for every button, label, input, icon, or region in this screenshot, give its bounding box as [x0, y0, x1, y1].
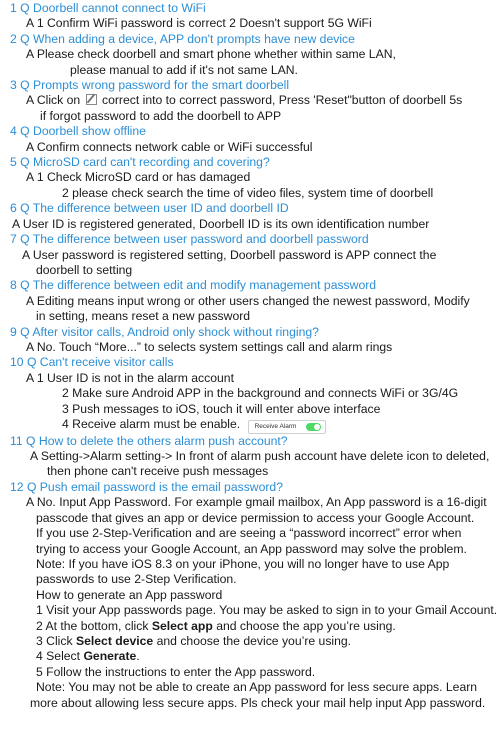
faq-answer-5-line-1: A 1 Check MicroSD card or has damaged [26, 170, 251, 185]
faq-question-7: 7 Q The difference between user password and doorbell password [10, 232, 369, 247]
faq-step-2 [0, 619, 500, 634]
faq-step-5: 5 Follow the instructions to enter the App password. [36, 664, 316, 679]
faq-question-10: 10 Q Can't receive visitor calls [10, 355, 174, 370]
faq-answer-8-line-2: in setting, means reset a new password [36, 309, 251, 324]
faq-answer-11-line-2: then phone can't receive push messages [47, 464, 269, 479]
faq-note-line-1: Note: You may not be able to create an App password for less secure apps. Learn [36, 680, 478, 695]
faq-answer-1: A 1 Confirm WiFi password is correct 2 Doesn't support 5G WiFi [26, 16, 372, 31]
faq-answer-12-line-1: A No. Input App Password. For example gmail mailbox, An App password is a 16-digit [26, 495, 487, 510]
faq-answer-12-line-6: passwords to use 2-Step Verification. [36, 572, 237, 587]
faq-answer-10-line-4-text: 4 Receive alarm must be enable. [62, 416, 241, 431]
faq-answer-10-line-3: 3 Push messages to iOS, touch it will enter above interface [62, 401, 381, 416]
receive-alarm-setting [248, 420, 327, 434]
faq-step-1: 1 Visit your App passwords page. You may be asked to sign in to your Gmail Account. [36, 603, 498, 618]
faq-step-3 [0, 634, 500, 649]
faq-question-12: 12 Q Push email password is the email password? [10, 479, 283, 494]
faq-step-2-post: and choose the app you’re using. [216, 618, 396, 633]
faq-step-4-post: . [136, 649, 140, 664]
faq-answer-3-suffix: correct into to correct password, Press 'Reset"button of doorbell 5s [101, 93, 463, 108]
faq-question-3: 3 Q Prompts wrong password for the smart doorbell [10, 78, 290, 93]
faq-step-2-bold: Select app [151, 618, 213, 633]
faq-answer-5-line-2: 2 please check search the time of video files, system time of doorbell [62, 185, 434, 200]
faq-answer-12-line-3: If you use 2-Step-Verification and are seeing a “password incorrect” error when [36, 526, 462, 541]
faq-answer-3-prefix: A Click on [26, 93, 81, 108]
faq-note-line-2: more about allowing less secure apps. Pls check your mail help input App password. [30, 695, 486, 710]
faq-answer-11-line-1: A Setting->Alarm setting-> In front of alarm push account have delete icon to deleted, [30, 449, 490, 464]
faq-answer-12-line-4: trying to access your Google Account, an App password may solve the problem. [36, 541, 467, 556]
edit-icon [86, 94, 97, 105]
faq-answer-10-line-4 [0, 417, 500, 434]
faq-answer-12-line-5: Note: If you have iOS 8.3 on your iPhone, you will no longer have to use App [36, 556, 450, 571]
faq-answer-9: A No. Touch “More...” to selects system settings call and alarm rings [26, 339, 393, 354]
faq-step-2-pre: 2 At the bottom, click [36, 618, 149, 633]
faq-answer-3-line-2: if forgot password to add the doorbell to APP [40, 108, 282, 123]
faq-step-3-bold: Select device [75, 633, 154, 648]
faq-question-11: 11 Q How to delete the others alarm push account? [10, 433, 288, 448]
toggle-on-icon [306, 423, 321, 431]
faq-step-4 [0, 649, 500, 664]
faq-answer-12-line-7: How to generate an App password [36, 587, 223, 602]
faq-question-5: 5 Q MicroSD card can't recording and covering? [10, 155, 270, 170]
faq-question-4: 4 Q Doorbell show offline [10, 124, 146, 139]
faq-question-2: 2 Q When adding a device, APP don't prompts have new device [10, 31, 355, 46]
faq-question-9: 9 Q After visitor calls, Android only shock without ringing? [10, 324, 319, 339]
faq-step-4-bold: Generate [83, 649, 137, 664]
receive-alarm-label: Receive Alarm [254, 422, 297, 430]
faq-step-3-pre: 3 Click [36, 633, 73, 648]
faq-question-1: 1 Q Doorbell cannot connect to WiFi [10, 1, 206, 15]
faq-answer-10-line-1: A 1 User ID is not in the alarm account [26, 370, 234, 385]
faq-answer-6: A User ID is registered generated, Doorbell ID is its own identification number [12, 216, 430, 231]
faq-answer-7-line-1: A User password is registered setting, Doorbell password is APP connect the [22, 247, 437, 262]
faq-answer-8-line-1: A Editing means input wrong or other users changed the newest password, Modify [26, 293, 470, 308]
faq-answer-3-line-1 [0, 93, 500, 108]
faq-step-4-pre: 4 Select [36, 649, 81, 664]
faq-answer-4: A Confirm connects network cable or WiFi successful [26, 139, 313, 154]
faq-answer-10-line-2: 2 Make sure Android APP in the background and connects WiFi or 3G/4G [62, 386, 459, 401]
faq-question-8: 8 Q The difference between edit and modify management password [10, 278, 377, 293]
faq-answer-7-line-2: doorbell to setting [36, 262, 133, 277]
faq-answer-2-line-1: A Please check doorbell and smart phone whether within same LAN, [26, 47, 396, 62]
faq-answer-2-line-2: please manual to add if it's not same LAN. [70, 62, 298, 77]
faq-question-6: 6 Q The difference between user ID and doorbell ID [10, 201, 289, 216]
faq-answer-12-line-2: passcode that gives an app or device permission to access your Google Account. [36, 510, 475, 525]
faq-step-3-post: and choose the device you’re using. [156, 633, 352, 648]
